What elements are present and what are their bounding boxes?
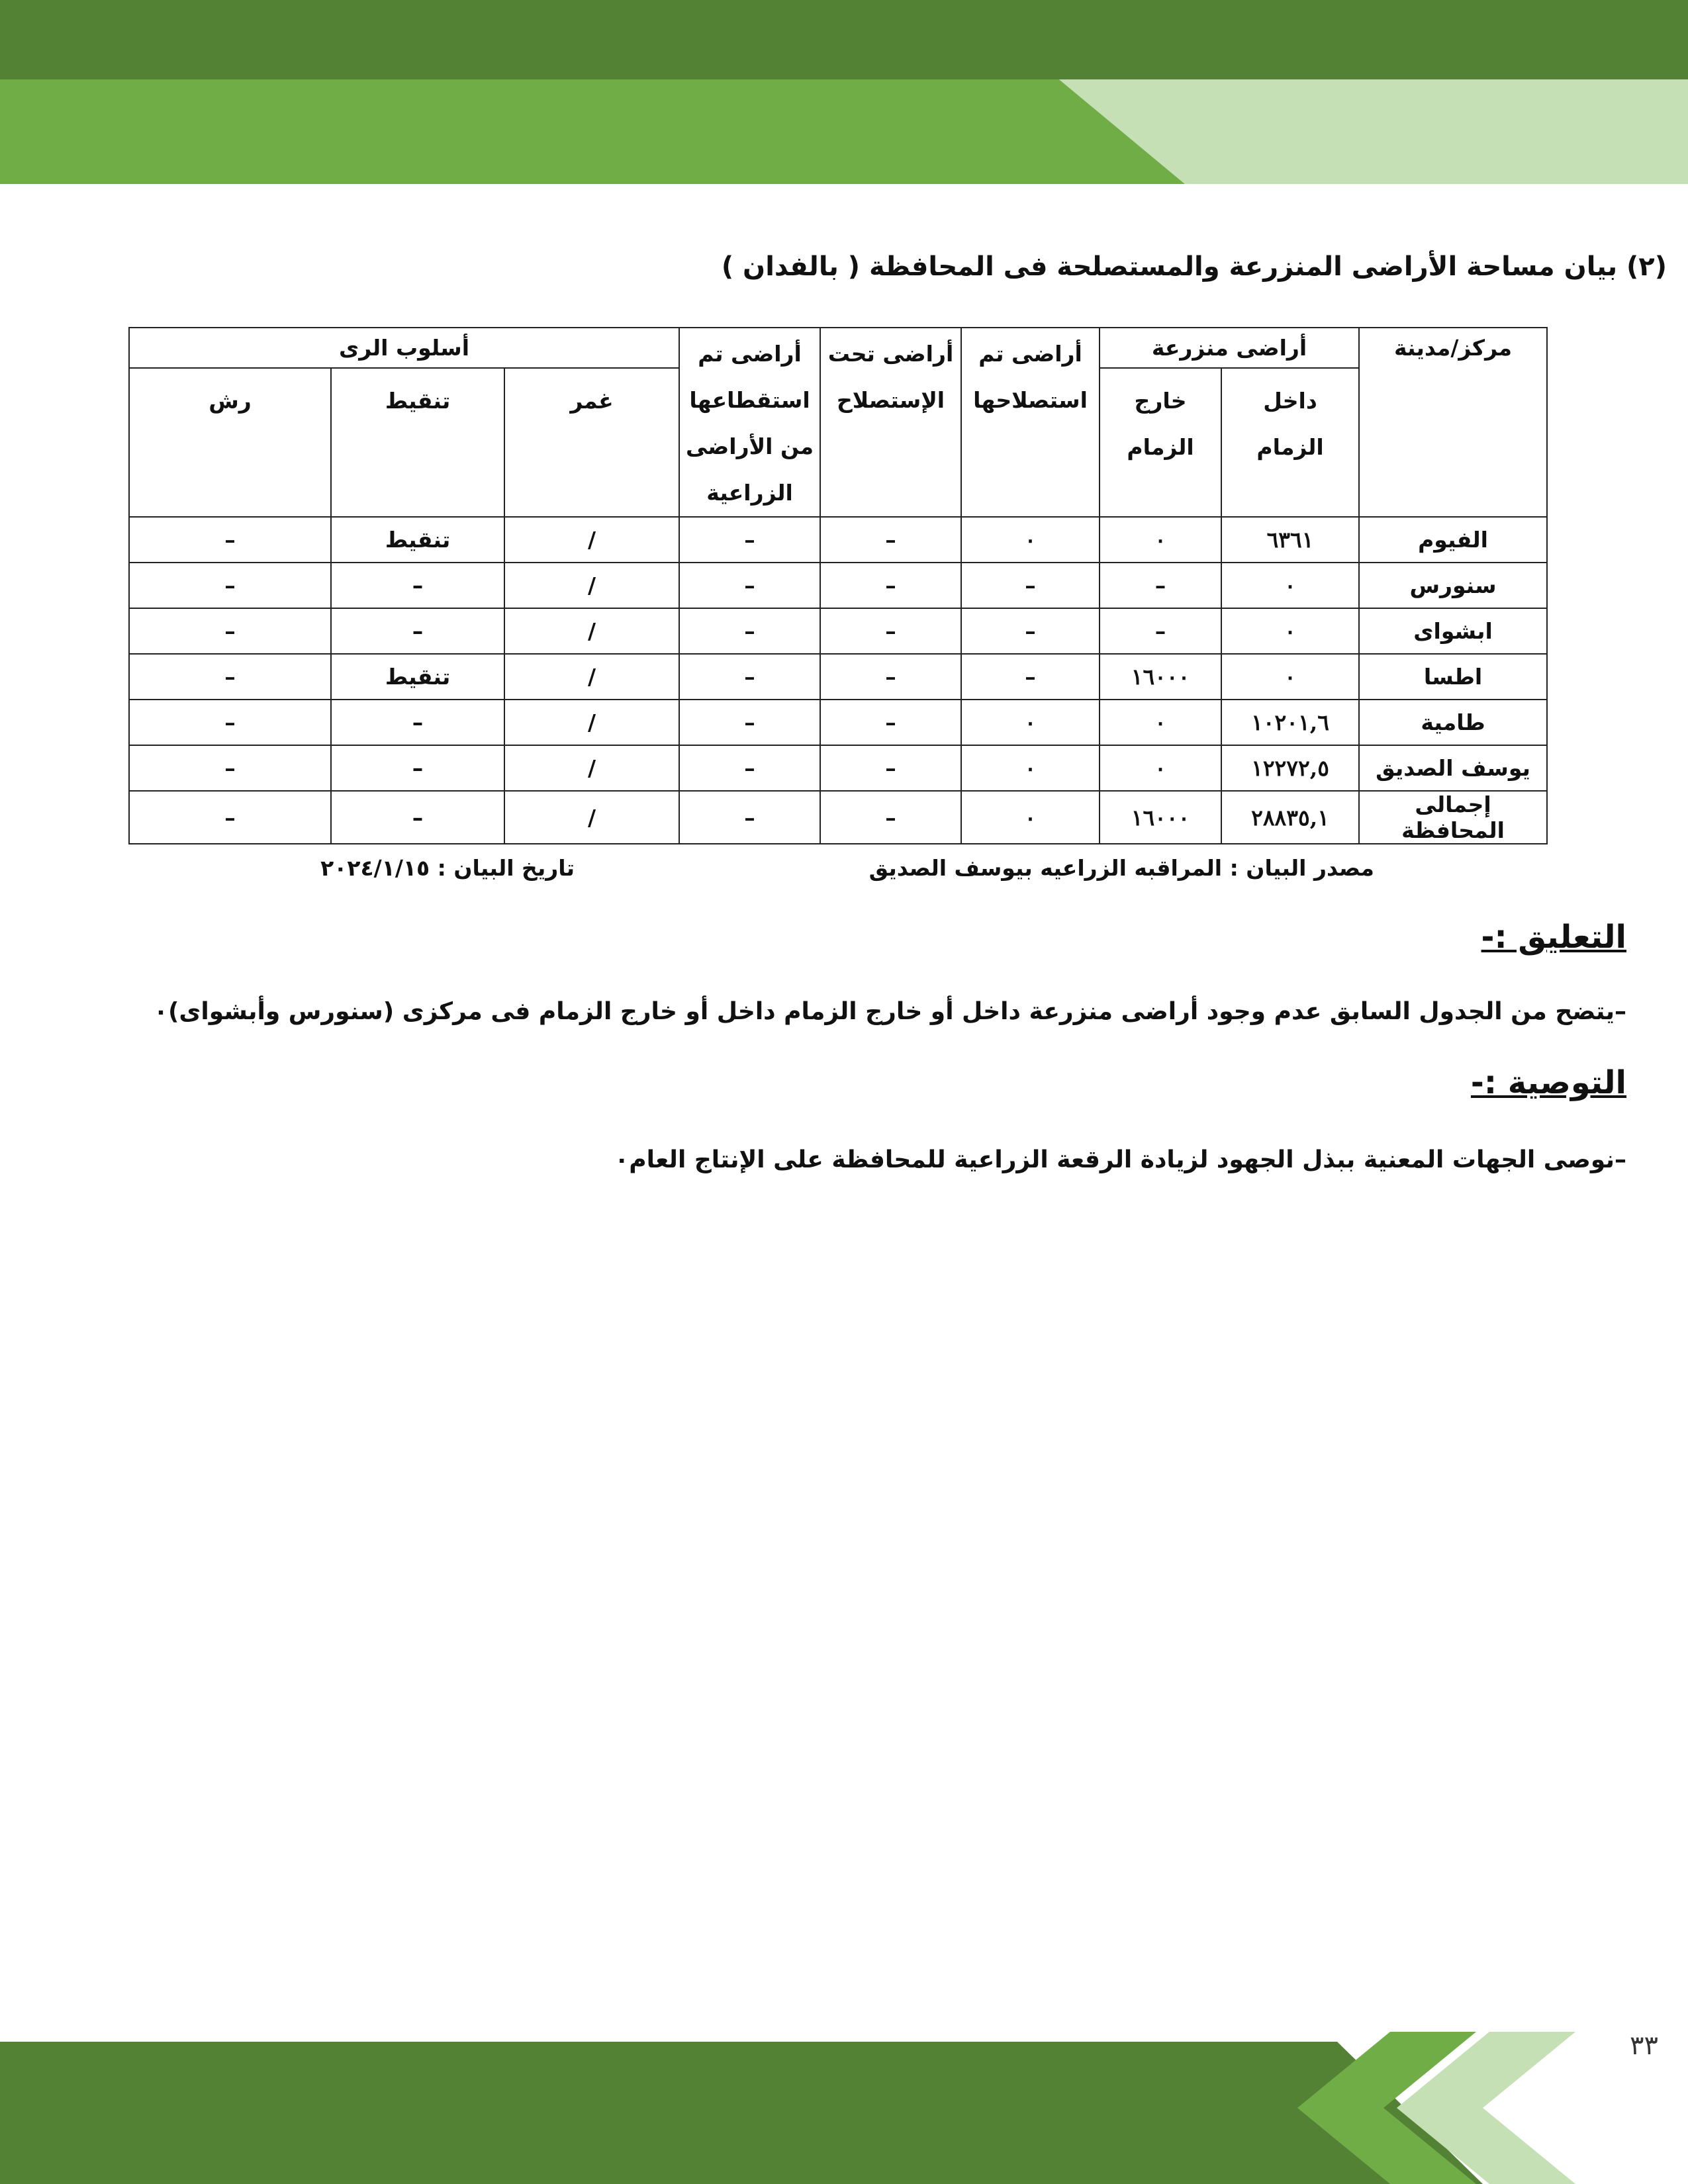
table-row: ابشواى ٠ – – – – / – – (129, 608, 1547, 654)
header-deducted: أراضى تم استقطاعها من الأراضى الزراعية (679, 328, 820, 517)
section-title: (٢) بيان مساحة الأراضى المنزرعة والمستصلحة فى المحافظة ( بالفدان ) (721, 251, 1667, 282)
page-number: ٣٣ (1630, 2030, 1658, 2061)
header-sprinkler: رش (129, 368, 331, 517)
table-row: الفيوم ٦٣٦١ ٠ ٠ – – / تنقيط – (129, 517, 1547, 563)
header-outside: خارج الزمام (1100, 368, 1221, 517)
header-drip: تنقيط (331, 368, 504, 517)
table-row: اطسا ٠ ١٦٠٠٠ – – – / تنقيط – (129, 654, 1547, 700)
header-flood: غمر (504, 368, 679, 517)
table-row-total: إجمالى المحافظة ٢٨٨٣٥,١ ١٦٠٠٠ ٠ – – / – – (129, 791, 1547, 844)
data-source: مصدر البيان : المراقبه الزراعيه بيوسف الصديق (868, 855, 1374, 881)
header-irrigation: أسلوب الرى (129, 328, 679, 368)
table-row: سنورس ٠ – – – – / – – (129, 563, 1547, 608)
data-date: تاريخ البيان : ٢٠٢٤/١/١٥ (320, 855, 575, 881)
comment-text: –يتضح من الجدول السابق عدم وجود أراضى منزرعة داخل أو خارج الزمام داخل أو خارج الزمام فى مركزى (سنورس وأبشواى)٠ (153, 998, 1626, 1025)
comment-heading: التعليق :- (1481, 919, 1626, 956)
header-reclaimed: أراضى تم استصلاحها (961, 328, 1100, 517)
header-banner (0, 0, 1688, 192)
footer-banner (0, 2025, 1688, 2184)
header-under-reclamation: أراضى تحت الإستصلاح (820, 328, 961, 517)
recommendation-text: –نوصى الجهات المعنية ببذل الجهود لزيادة الرقعة الزراعية للمحافظة على الإنتاج العام٠ (614, 1146, 1626, 1173)
header-inside: داخل الزمام (1221, 368, 1359, 517)
cultivated-land-table (128, 327, 1548, 844)
header-cultivated: أراضى منزرعة (1100, 328, 1359, 368)
header-center: مركز/مدينة (1359, 328, 1547, 517)
table-row: طامية ١٠٢٠١,٦ ٠ ٠ – – / – – (129, 700, 1547, 745)
recommendation-heading: التوصية :- (1470, 1064, 1626, 1101)
table-row: يوسف الصديق ١٢٢٧٢,٥ ٠ ٠ – – / – – (129, 745, 1547, 791)
